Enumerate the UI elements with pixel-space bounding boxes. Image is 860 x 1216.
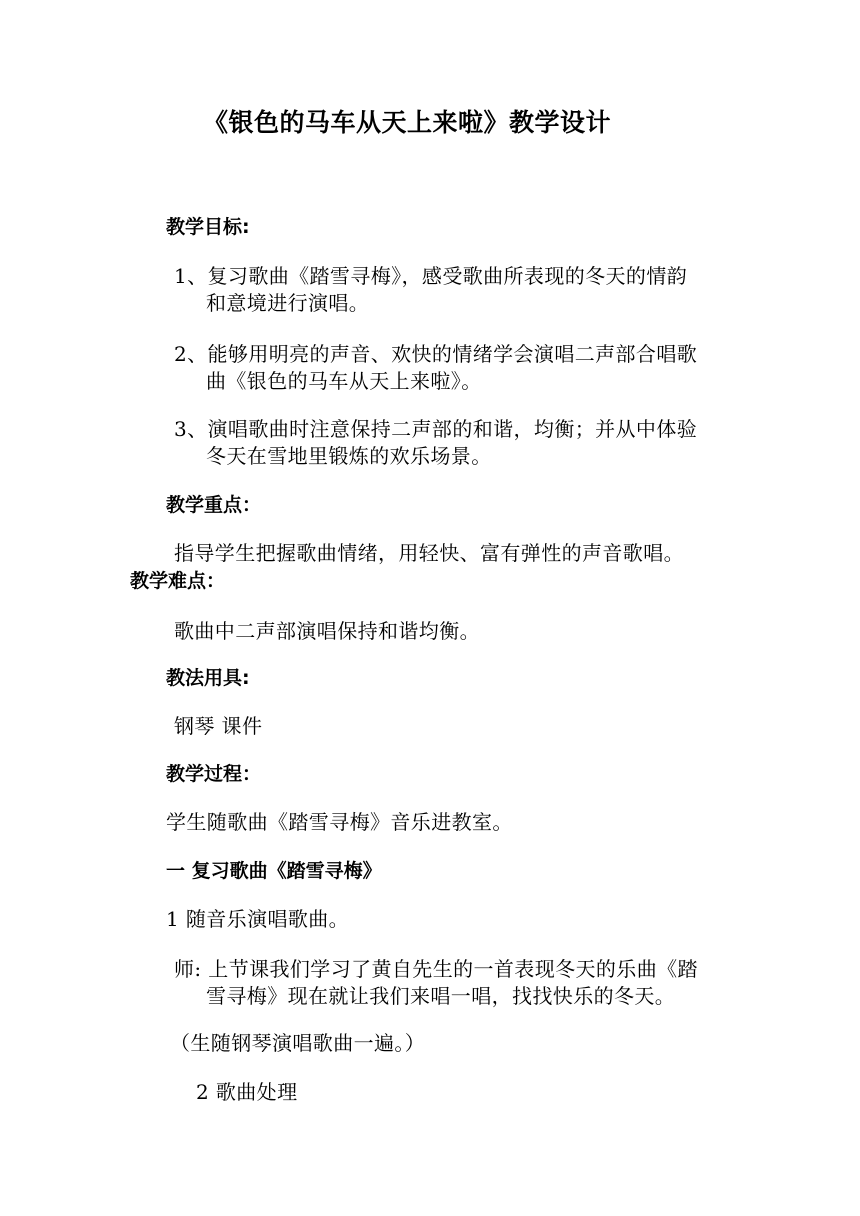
step-1: 1 随音乐演唱歌曲。 [166,907,350,931]
tools-text: 钢琴 课件 [174,714,263,738]
process-heading: 教学过程： [166,763,262,785]
objective-1-line-2: 和意境进行演唱。 [206,291,370,315]
section-1-heading: 一 复习歌曲《踏雪寻梅》 [166,860,382,882]
objective-2-line-1: 2、能够用明亮的声音、欢快的情绪学会演唱二声部合唱歌 [174,342,698,366]
student-action: （生随钢琴演唱歌曲一遍。） [170,1031,426,1055]
difficulty-text: 歌曲中二声部演唱保持和谐均衡。 [174,619,480,643]
key-points-heading: 教学重点： [166,494,262,516]
objective-2-line-2: 曲《银色的马车从天上来啦》。 [206,369,482,393]
document-title: 《银色的马车从天上来啦》教学设计 [203,108,612,137]
objective-1-line-1: 1、复习歌曲《踏雪寻梅》，感受歌曲所表现的冬天的情韵 [174,264,688,288]
teacher-line-2: 雪寻梅》现在就让我们来唱一唱，找找快乐的冬天。 [206,984,676,1008]
tools-heading: 教法用具: [166,667,250,689]
objective-3-line-2: 冬天在雪地里锻炼的欢乐场景。 [206,444,492,468]
difficulty-heading: 教学难点： [130,570,226,592]
teacher-line-1: 师: 上节课我们学习了黄自先生的一首表现冬天的乐曲《踏 [174,957,698,981]
process-intro: 学生随歌曲《踏雪寻梅》音乐进教室。 [166,810,513,834]
step-2: 2 歌曲处理 [196,1080,298,1104]
objective-3-line-1: 3、演唱歌曲时注意保持二声部的和谐，均衡；并从中体验 [174,417,698,441]
key-points-text: 指导学生把握歌曲情绪，用轻快、富有弹性的声音歌唱。 [174,541,684,565]
objectives-heading: 教学目标: [166,216,250,238]
